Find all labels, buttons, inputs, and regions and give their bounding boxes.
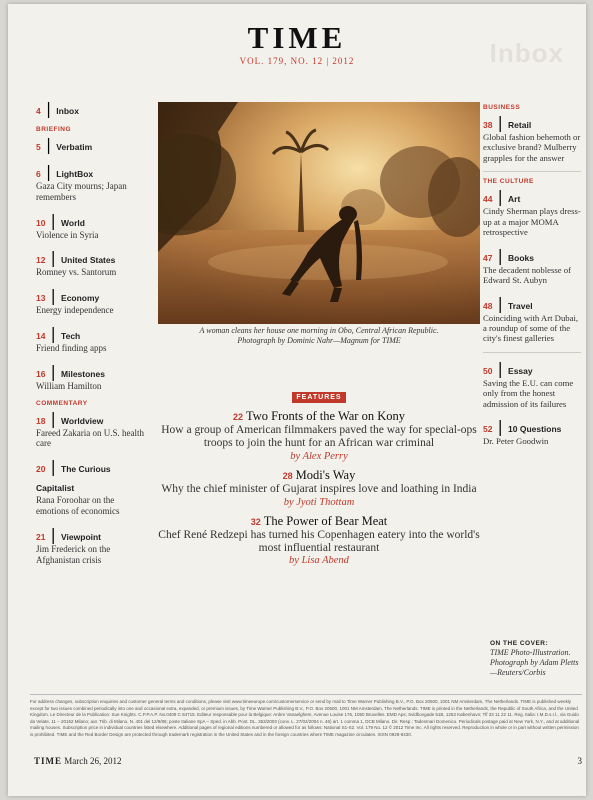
feature-page-number: 22	[233, 412, 244, 422]
toc-entry	[36, 162, 146, 203]
feature-dek: Why the chief minister of Gujarat inspires love and loathing in India	[161, 482, 477, 495]
toc-entry-heading: 5 | Verbatim	[36, 135, 93, 154]
section-name: Essay	[508, 365, 533, 376]
toc-entry	[36, 362, 146, 392]
magazine-page	[8, 4, 586, 796]
section-name: Art	[508, 194, 521, 205]
page-number-ref: 21	[36, 531, 46, 542]
toc-entry	[36, 135, 146, 154]
feature-story	[158, 514, 480, 567]
feature-page-number: 28	[282, 470, 293, 481]
show-through-text: Inbox	[489, 38, 564, 68]
features-label: FEATURES	[292, 392, 345, 403]
page-number-ref: 18	[36, 415, 46, 426]
page-number-ref: 38	[483, 120, 493, 130]
entry-description: Saving the E.U. can come only from the honest admission of its failures	[483, 377, 574, 409]
page-number-ref: 12	[36, 255, 46, 266]
entry-description: Gaza City mourns; Japan remembers	[36, 181, 127, 202]
page-number-ref: 10	[36, 217, 46, 228]
section-name: Retail	[508, 120, 532, 130]
page-number-ref: 47	[483, 252, 493, 263]
feature-title: Modi's Way	[295, 467, 356, 482]
toc-entry-heading: 44 | Art	[483, 187, 521, 207]
entry-description: Jim Frederick on the Afghanistan crisis	[36, 543, 111, 565]
page-number-ref: 52	[483, 424, 493, 435]
time-logo: TIME	[247, 20, 347, 55]
entry-description: William Hamilton	[36, 380, 102, 391]
toc-entry-heading: 14 | Tech	[36, 323, 81, 343]
toc-left-column	[36, 99, 146, 573]
page-number-ref: 48	[483, 300, 493, 311]
toc-entry-heading: 50 | Essay	[483, 358, 533, 378]
photo-credit: Photograph by Dominic Nahr—Magnum for TIME	[237, 336, 401, 345]
toc-entry	[36, 211, 146, 241]
feature-story	[158, 409, 480, 462]
section-name: World	[61, 217, 85, 228]
entry-description: Energy independence	[36, 305, 114, 316]
feature-dek: How a group of American filmmakers paved the way for special-ops troops to join the hunt for an African war criminal	[161, 424, 477, 449]
feature-story	[158, 468, 480, 508]
footer-brand: TIME	[34, 756, 63, 766]
feature-heading	[158, 514, 480, 529]
entry-description: The decadent noblesse of Edward St. Aubyn	[483, 264, 572, 286]
toc-entry-heading: 48 | Travel	[483, 293, 533, 313]
toc-entry-heading: 18 | Worldview	[36, 408, 104, 428]
page-number: 3	[577, 756, 582, 766]
page-number-ref: 16	[36, 368, 46, 379]
features-list	[158, 409, 480, 566]
entry-description: Romney vs. Santorum	[36, 267, 117, 278]
page-number-ref: 4	[36, 106, 41, 116]
feature-byline: by Jyoti Thottam	[283, 496, 355, 508]
section-name: Verbatim	[56, 142, 93, 152]
feature-byline: by Alex Perry	[290, 450, 348, 462]
toc-entry	[483, 359, 581, 409]
caption-text: A woman cleans her house one morning in Obo, Central African Republic.	[199, 326, 439, 335]
toc-entry	[36, 324, 146, 354]
toc-entry	[483, 417, 581, 446]
toc-entry	[36, 525, 146, 566]
photo-caption	[158, 326, 480, 346]
page-number-ref: 5	[36, 142, 41, 152]
toc-entry-heading: 12 | United States	[36, 248, 116, 268]
toc-entry	[36, 409, 146, 450]
feature-title: The Power of Bear Meat	[263, 513, 388, 528]
page-number-ref: 6	[36, 169, 41, 179]
section-name: Economy	[61, 293, 100, 304]
page-number-ref: 20	[36, 464, 46, 475]
features-section	[158, 384, 480, 566]
toc-category: COMMENTARY	[36, 399, 88, 407]
toc-entry-heading: 52 | 10 Questions	[483, 417, 562, 437]
section-divider	[483, 171, 581, 172]
toc-entry	[483, 187, 581, 237]
toc-category: BRIEFING	[36, 126, 72, 133]
entry-description: Fareed Zakaria on U.S. health care	[36, 427, 144, 449]
toc-category: THE CULTURE	[483, 178, 534, 186]
section-name: The Curious Capitalist	[36, 464, 111, 494]
page-number-ref: 14	[36, 330, 46, 341]
toc-entry-heading: 38 | Retail	[483, 113, 532, 132]
entry-description: Global fashion behemoth or exclusive brand? Mulberry grapples for the answer	[483, 132, 581, 163]
entry-description: Cindy Sherman plays dress-up at a major MOMA retrospective	[483, 206, 581, 238]
feature-byline: by Lisa Abend	[289, 555, 349, 567]
toc-entry-heading: 16 | Milestones	[36, 361, 105, 381]
feature-heading	[158, 468, 480, 483]
section-divider	[483, 352, 581, 353]
toc-entry	[36, 248, 146, 278]
feature-title: Two Fronts of the War on Kony	[246, 409, 405, 423]
entry-description: Rana Foroohar on the emotions of economics	[36, 495, 120, 516]
toc-entry	[483, 113, 581, 163]
section-name: Books	[508, 252, 535, 263]
entry-description: Violence in Syria	[36, 229, 99, 240]
page-number-ref: 44	[483, 194, 493, 205]
section-name: Travel	[508, 300, 533, 311]
feature-page-number: 32	[250, 516, 261, 527]
legal-fine-print: For address changes, subscription enquiries and customer general terms and conditions, please visit www.timeeurope.com/customerservice or send by mail to Time Warner Publishing B.V., P.O. Box 20500, 1001 NM Amsterdam, The Netherlands. TIME is published weekly except for two issues combined periodically into one and occasional extra, expanded, or premium issues, by Time Warner Publishing B.V., P.O. Box 20500, 1001 NM Amsterdam, The Netherlands. TIME is printed in the Netherlands, the Republic of South Africa, and the United Kingdom. Le Directeur de la Publication: Sue Knights. C.P.P.A.P. No.0409 C 84715. Editeur responsable pour la Belgique: Anbre Vanaelghem, Avenue Louise 176, 1050 Bruxelles. EMD Aps; Svidbovgade 51B, 1253 København; Tlf 33 11 22 11. Reg. Italia: I.M.D.s.r.l., via Guido da Velate, 11 – 20162 Milano; aut. Trib. di Milano, N. 401 del 12/9/86; poste Italiane SpA – Sped. in Abb. Post. DL. 353/2003 (conv. L. 27/02/2004 n. 46) art. 1 comma 1, DCB Milano. Dir. Resp.: Tadesmari Domenico. Periodicals postage paid at New York, N.Y., and at additional mailing houses. Subscription price in individual countries listed elsewhere. Additional pages of regional editions numbered or allowed for as follows: National S1-S2. Vol. 179 No. 12 © 2012 Time Inc. All rights reserved. Reproduction in whole or in part without written permission is prohibited. TIME and the Red Border Design are protected through trademark registration in the United States and in the foreign countries where TIME magazine circulates. ISSN 0928-8430.	[30, 694, 582, 738]
toc-entry-heading: 21 | Viewpoint	[36, 524, 102, 544]
toc-entry-heading: 47 | Books	[483, 245, 535, 265]
toc-entry	[36, 457, 146, 517]
entry-description: Coinciding with Art Dubai, a roundup of some of the city's finest galleries	[483, 312, 579, 344]
toc-entry	[36, 286, 146, 316]
toc-entry-heading: 6 | LightBox	[36, 162, 94, 181]
toc-entry	[483, 294, 581, 344]
toc-entry	[36, 99, 146, 118]
entry-description: Friend finding apps	[36, 342, 107, 353]
toc-entry-heading: 10 | World	[36, 210, 85, 230]
section-name: Milestones	[61, 368, 105, 379]
cover-note	[490, 640, 585, 678]
toc-right-column	[483, 104, 581, 455]
feature-photo	[158, 102, 480, 324]
page-number-ref: 13	[36, 293, 46, 304]
toc-entry-heading: 13 | Economy	[36, 286, 100, 306]
toc-entry-heading: 4 | Inbox	[36, 99, 79, 118]
cover-label: ON THE COVER:	[490, 640, 549, 647]
section-name: United States	[61, 255, 116, 266]
issue-date: March 26, 2012	[64, 756, 122, 766]
section-name: Inbox	[56, 106, 79, 116]
section-name: Tech	[61, 330, 81, 341]
cover-credit: TIME Photo-Illustration. Photograph by Adam Pletts—Reuters/Corbis	[490, 648, 579, 678]
toc-category: BUSINESS	[483, 104, 521, 111]
section-name: LightBox	[56, 169, 94, 179]
section-name: 10 Questions	[508, 424, 562, 435]
section-name: Worldview	[61, 415, 104, 426]
dusty-street-photo	[158, 102, 480, 324]
page-number-ref: 50	[483, 365, 493, 376]
feature-dek: Chef René Redzepi has turned his Copenhagen eatery into the world's most influential restaurant	[158, 528, 480, 554]
toc-entry	[483, 246, 581, 286]
page-footer	[34, 756, 582, 766]
entry-description: Dr. Peter Goodwin	[483, 436, 549, 447]
section-name: Viewpoint	[61, 531, 102, 542]
feature-heading	[158, 409, 480, 424]
volume-line: VOL. 179, NO. 12 | 2012	[239, 56, 355, 66]
toc-entry-heading: 20 | The Curious Capitalist	[36, 457, 111, 494]
